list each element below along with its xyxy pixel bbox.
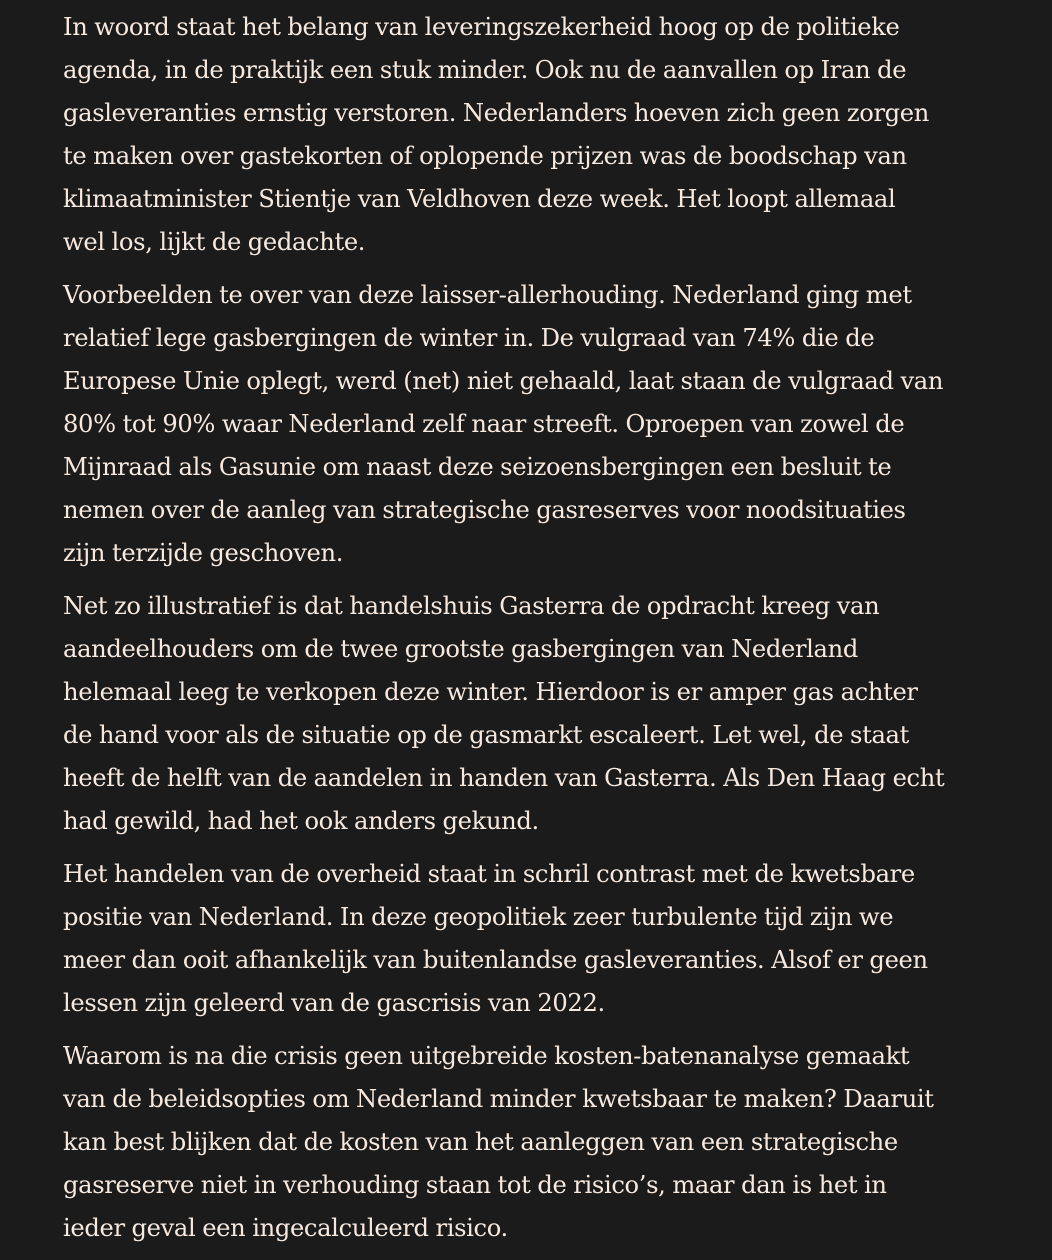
- article-paragraph-1: [63, 6, 1023, 264]
- article-paragraph-4: [63, 853, 1023, 1025]
- paragraph-line: heeft de helft van de aandelen in handen van Gasterra. Als Den Haag echt: [63, 764, 945, 792]
- paragraph-line: meer dan ooit afhankelijk van buitenlandse gasleveranties. Alsof er geen: [63, 946, 928, 974]
- paragraph-line: kan best blijken dat de kosten van het aanleggen van een strategische: [63, 1128, 898, 1156]
- paragraph-line: lessen zijn geleerd van de gascrisis van 2022.: [63, 989, 605, 1017]
- article-paragraph-2: [63, 274, 1023, 575]
- paragraph-line: klimaatminister Stientje van Veldhoven deze week. Het loopt allemaal: [63, 185, 896, 213]
- paragraph-line: nemen over de aanleg van strategische gasreserves voor noodsituaties: [63, 496, 906, 524]
- paragraph-line: gasreserve niet in verhouding staan tot de risico’s, maar dan is het in: [63, 1171, 887, 1199]
- paragraph-line: helemaal leeg te verkopen deze winter. Hierdoor is er amper gas achter: [63, 678, 918, 706]
- paragraph-line: te maken over gastekorten of oplopende prijzen was de boodschap van: [63, 142, 907, 170]
- paragraph-line: Waarom is na die crisis geen uitgebreide kosten-batenanalyse gemaakt: [63, 1042, 910, 1070]
- paragraph-line: zijn terzijde geschoven.: [63, 539, 344, 567]
- article-paragraph-5: [63, 1035, 1023, 1250]
- paragraph-line: agenda, in de praktijk een stuk minder. Ook nu de aanvallen op Iran de: [63, 56, 907, 84]
- paragraph-line: had gewild, had het ook anders gekund.: [63, 807, 539, 835]
- paragraph-line: 80% tot 90% waar Nederland zelf naar streeft. Oproepen van zowel de: [63, 410, 905, 438]
- paragraph-line: de hand voor als de situatie op de gasmarkt escaleert. Let wel, de staat: [63, 721, 909, 749]
- paragraph-line: Het handelen van de overheid staat in schril contrast met de kwetsbare: [63, 860, 915, 888]
- paragraph-line: ieder geval een ingecalculeerd risico.: [63, 1214, 508, 1242]
- article-body: [63, 6, 1023, 1260]
- paragraph-line: aandeelhouders om de twee grootste gasbergingen van Nederland: [63, 635, 858, 663]
- paragraph-line: Voorbeelden te over van deze laisser-allerhouding. Nederland ging met: [63, 281, 912, 309]
- paragraph-line: In woord staat het belang van leveringszekerheid hoog op de politieke: [63, 13, 900, 41]
- paragraph-line: van de beleidsopties om Nederland minder kwetsbaar te maken? Daaruit: [63, 1085, 934, 1113]
- paragraph-line: Net zo illustratief is dat handelshuis Gasterra de opdracht kreeg van: [63, 592, 880, 620]
- paragraph-line: gasleveranties ernstig verstoren. Nederlanders hoeven zich geen zorgen: [63, 99, 929, 127]
- paragraph-line: Europese Unie oplegt, werd (net) niet gehaald, laat staan de vulgraad van: [63, 367, 944, 395]
- paragraph-line: Mijnraad als Gasunie om naast deze seizoensbergingen een besluit te: [63, 453, 892, 481]
- article-paragraph-3: [63, 585, 1023, 843]
- paragraph-line: positie van Nederland. In deze geopolitiek zeer turbulente tijd zijn we: [63, 903, 894, 931]
- paragraph-line: wel los, lijkt de gedachte.: [63, 228, 366, 256]
- paragraph-line: relatief lege gasbergingen de winter in. De vulgraad van 74% die de: [63, 324, 875, 352]
